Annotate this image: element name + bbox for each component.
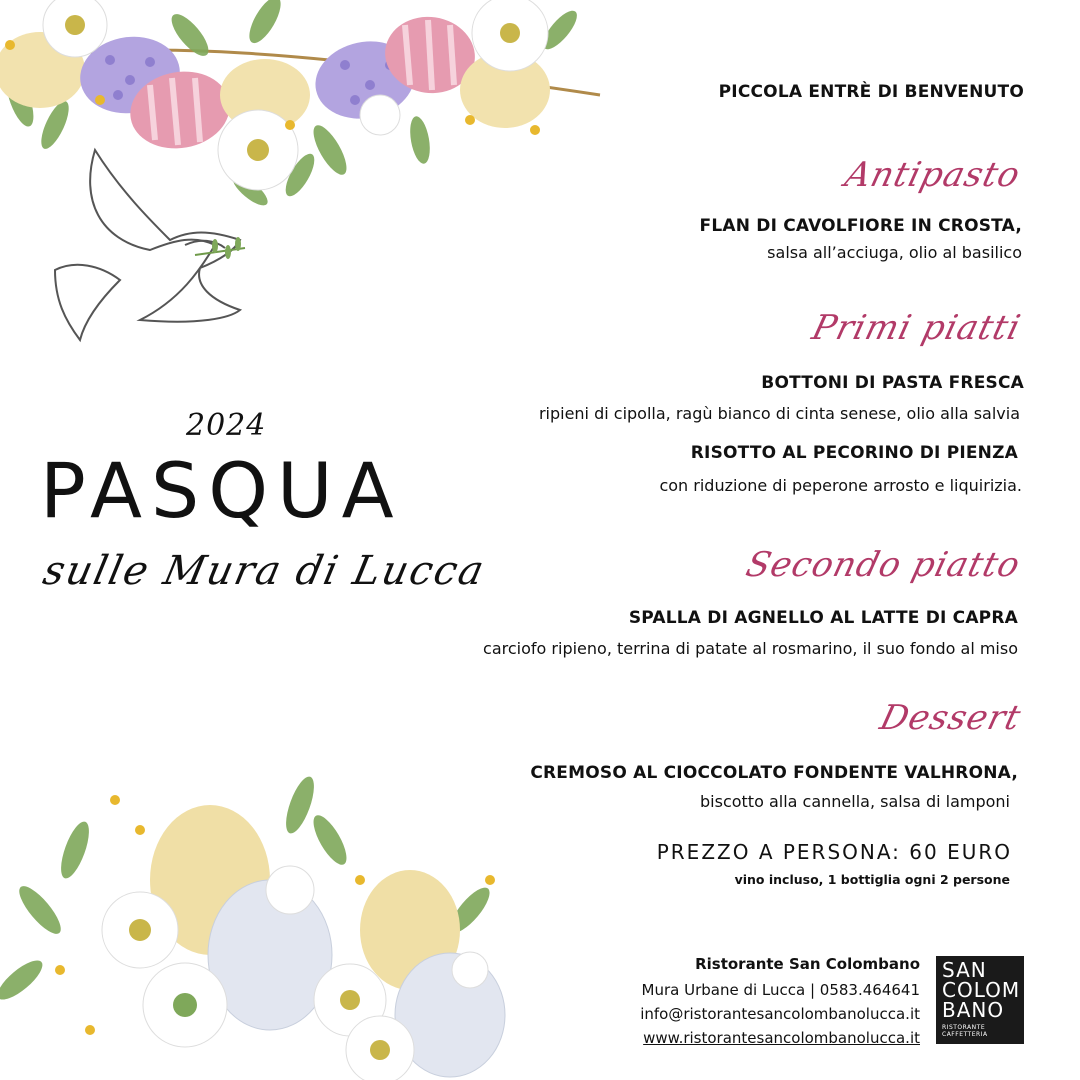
price-note: vino incluso, 1 bottiglia ogni 2 persone [734,872,1010,887]
event-subtitle: sulle Mura di Lucca [39,548,490,594]
logo-line: BANO [942,998,1005,1022]
dish-name: FLAN DI CAVOLFIORE IN CROSTA, [699,216,1022,236]
price-per-person: PREZZO A PERSONA: 60 EURO [656,840,1012,864]
dish-name: CREMOSO AL CIOCCOLATO FONDENTE VALHRONA, [530,763,1018,783]
section-title-dessert: Dessert [875,698,1025,738]
restaurant-email-link[interactable]: info@ristorantesancolombanolucca.it [640,1005,920,1023]
logo-line: COLOM [942,978,1021,1002]
dish-description: biscotto alla cannella, salsa di lamponi [700,792,1010,811]
restaurant-address-phone: Mura Urbane di Lucca | 0583.464641 [641,981,920,999]
easter-eggs-flowers-bottom-illustration [0,770,560,1080]
easter-eggs-flowers-top-illustration [0,0,620,360]
event-year: 2024 [186,408,267,443]
dish-description: ripieni di cipolla, ragù bianco di cinta senese, olio alla salvia [538,404,1020,423]
section-title-primi: Primi piatti [807,308,1025,348]
section-title-antipasto: Antipasto [841,155,1025,195]
dish-name: RISOTTO AL PECORINO DI PIENZA [690,443,1018,463]
section-title-secondo: Secondo piatto [742,545,1025,585]
dish-description: carciofo ripieno, terrina di patate al rosmarino, il suo fondo al miso [483,639,1018,658]
logo-subline: RISTORANTE CAFFETTERIA [942,1024,988,1038]
dish-description: con riduzione di peperone arrosto e liquirizia. [659,476,1022,495]
dove-icon [55,150,245,340]
restaurant-logo [936,956,1024,1044]
logo-line: SAN [942,958,987,982]
dish-name: BOTTONI DI PASTA FRESCA [761,373,1024,393]
dish-description: salsa all’acciuga, olio al basilico [767,243,1022,262]
welcome-heading: PICCOLA ENTRÈ DI BENVENUTO [718,82,1024,102]
restaurant-name: Ristorante San Colombano [695,955,920,973]
event-title: PASQUA [40,446,403,535]
restaurant-website-link[interactable]: www.ristorantesancolombanolucca.it [643,1029,920,1047]
dish-name: SPALLA DI AGNELLO AL LATTE DI CAPRA [628,608,1018,628]
